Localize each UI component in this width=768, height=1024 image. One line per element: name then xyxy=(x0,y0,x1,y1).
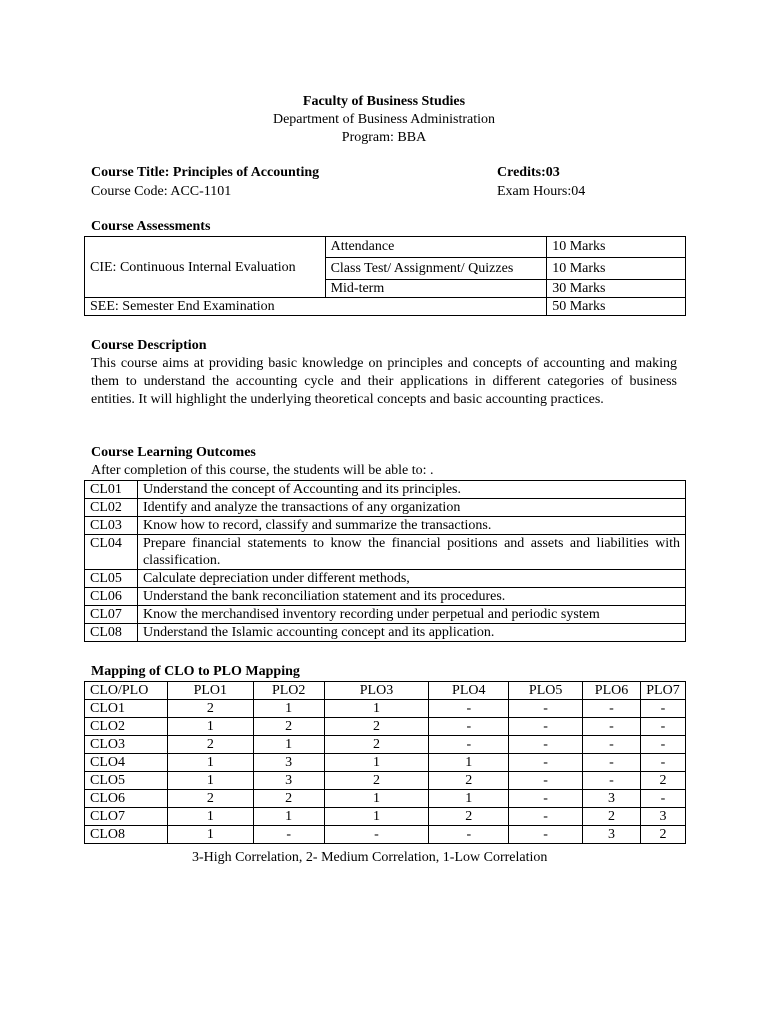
outcome-text: Prepare financial statements to know the financial positions and assets and liabilities with classification. xyxy=(137,535,685,570)
mapping-cell: CLO8 xyxy=(85,826,168,844)
outcome-code: CL03 xyxy=(85,517,138,535)
mapping-cell: 1 xyxy=(167,808,253,826)
mapping-cell: - xyxy=(583,718,641,736)
mapping-cell: CLO3 xyxy=(85,736,168,754)
table-row xyxy=(85,606,686,624)
table-row xyxy=(85,298,686,316)
table-row xyxy=(85,624,686,642)
mapping-cell: 2 xyxy=(167,736,253,754)
program-title: Program: BBA xyxy=(341,130,427,145)
outcome-text: Identify and analyze the transactions of any organization xyxy=(137,499,685,517)
see-label: SEE: Semester End Examination xyxy=(85,298,547,316)
mapping-cell: - xyxy=(583,736,641,754)
course-title: Course Title: Principles of Accounting xyxy=(91,165,320,180)
mapping-cell: - xyxy=(640,754,685,772)
mapping-cell: 2 xyxy=(324,736,429,754)
mapping-cell: - xyxy=(509,754,583,772)
mapping-cell: 1 xyxy=(167,826,253,844)
mapping-cell: - xyxy=(509,790,583,808)
outcome-code: CL07 xyxy=(85,606,138,624)
mapping-cell: 1 xyxy=(253,736,324,754)
mapping-cell: - xyxy=(509,700,583,718)
outcomes-heading: Course Learning Outcomes xyxy=(91,445,256,460)
cie-item-name: Attendance xyxy=(325,237,547,258)
mapping-header: PLO3 xyxy=(324,682,429,700)
department-title: Department of Business Administration xyxy=(272,112,496,127)
mapping-heading: Mapping of CLO to PLO Mapping xyxy=(91,664,300,679)
table-row xyxy=(85,700,686,718)
mapping-cell: 2 xyxy=(167,700,253,718)
table-row xyxy=(85,588,686,606)
table-row xyxy=(85,826,686,844)
outcome-code: CL08 xyxy=(85,624,138,642)
mapping-cell: 3 xyxy=(253,754,324,772)
mapping-header: PLO7 xyxy=(640,682,685,700)
mapping-cell: 1 xyxy=(167,772,253,790)
table-row xyxy=(85,481,686,499)
cie-item-marks: 30 Marks xyxy=(547,280,686,298)
assessments-heading: Course Assessments xyxy=(91,219,211,234)
mapping-cell: 2 xyxy=(167,790,253,808)
table-row xyxy=(85,535,686,570)
mapping-cell: - xyxy=(509,808,583,826)
cie-label: CIE: Continuous Internal Evaluation xyxy=(85,237,326,298)
mapping-cell: - xyxy=(640,718,685,736)
table-row xyxy=(85,736,686,754)
mapping-cell: 1 xyxy=(167,754,253,772)
outcome-text: Understand the Islamic accounting concept and its application. xyxy=(137,624,685,642)
cie-item-marks: 10 Marks xyxy=(547,258,686,280)
table-row xyxy=(85,499,686,517)
mapping-cell: 1 xyxy=(324,808,429,826)
outcomes-table xyxy=(84,480,686,642)
description-heading: Course Description xyxy=(91,338,207,353)
mapping-cell: CLO4 xyxy=(85,754,168,772)
outcome-code: CL04 xyxy=(85,535,138,570)
outcomes-intro: After completion of this course, the students will be able to: . xyxy=(91,463,434,478)
mapping-cell: 3 xyxy=(253,772,324,790)
mapping-cell: - xyxy=(509,826,583,844)
mapping-legend: 3-High Correlation, 2- Medium Correlation, 1-Low Correlation xyxy=(192,850,548,865)
mapping-cell: 1 xyxy=(324,754,429,772)
mapping-cell: 1 xyxy=(429,754,509,772)
mapping-cell: 3 xyxy=(640,808,685,826)
mapping-cell: 3 xyxy=(583,790,641,808)
faculty-title: Faculty of Business Studies xyxy=(302,94,466,109)
mapping-cell: 2 xyxy=(324,718,429,736)
mapping-cell: - xyxy=(429,736,509,754)
mapping-cell: - xyxy=(509,772,583,790)
outcome-text: Understand the concept of Accounting and its principles. xyxy=(137,481,685,499)
mapping-cell: CLO2 xyxy=(85,718,168,736)
mapping-cell: 3 xyxy=(583,826,641,844)
mapping-cell: - xyxy=(640,736,685,754)
mapping-header: PLO2 xyxy=(253,682,324,700)
table-row xyxy=(85,237,686,258)
outcome-text: Understand the bank reconciliation statement and its procedures. xyxy=(137,588,685,606)
table-row xyxy=(85,517,686,535)
mapping-cell: CLO6 xyxy=(85,790,168,808)
mapping-cell: 2 xyxy=(429,772,509,790)
mapping-cell: 2 xyxy=(640,772,685,790)
mapping-header: CLO/PLO xyxy=(85,682,168,700)
mapping-header-row xyxy=(85,682,686,700)
outcome-code: CL05 xyxy=(85,570,138,588)
mapping-cell: - xyxy=(640,700,685,718)
mapping-header: PLO1 xyxy=(167,682,253,700)
assessments-table xyxy=(84,236,686,316)
table-row xyxy=(85,772,686,790)
mapping-cell: 2 xyxy=(429,808,509,826)
mapping-cell: 2 xyxy=(253,790,324,808)
mapping-cell: - xyxy=(509,718,583,736)
outcome-code: CL06 xyxy=(85,588,138,606)
cie-item-name: Mid-term xyxy=(325,280,547,298)
mapping-cell: 1 xyxy=(253,808,324,826)
mapping-cell: - xyxy=(583,772,641,790)
outcome-text: Know how to record, classify and summarize the transactions. xyxy=(137,517,685,535)
outcome-text: Know the merchandised inventory recording under perpetual and periodic system xyxy=(137,606,685,624)
mapping-cell: - xyxy=(429,718,509,736)
exam-hours: Exam Hours:04 xyxy=(497,184,586,199)
mapping-cell: 2 xyxy=(583,808,641,826)
outcome-code: CL01 xyxy=(85,481,138,499)
mapping-header: PLO4 xyxy=(429,682,509,700)
course-code: Course Code: ACC-1101 xyxy=(91,184,232,199)
mapping-cell: - xyxy=(583,754,641,772)
mapping-cell: CLO5 xyxy=(85,772,168,790)
mapping-header: PLO6 xyxy=(583,682,641,700)
see-marks: 50 Marks xyxy=(547,298,686,316)
table-row xyxy=(85,718,686,736)
mapping-cell: 2 xyxy=(640,826,685,844)
outcome-text: Calculate depreciation under different methods, xyxy=(137,570,685,588)
mapping-cell: 2 xyxy=(324,772,429,790)
mapping-cell: 1 xyxy=(253,700,324,718)
table-row xyxy=(85,790,686,808)
mapping-cell: 1 xyxy=(324,700,429,718)
table-row xyxy=(85,808,686,826)
description-text: This course aims at providing basic knowledge on principles and concepts of accounting and making them to understand the accounting cycle and their applications in different categories of business entities. It will highlight the underlying theoretical concepts and basic accounting practices. xyxy=(91,356,677,407)
mapping-cell: - xyxy=(640,790,685,808)
table-row xyxy=(85,570,686,588)
cie-item-marks: 10 Marks xyxy=(547,237,686,258)
mapping-cell: - xyxy=(583,700,641,718)
mapping-cell: - xyxy=(429,700,509,718)
mapping-cell: 2 xyxy=(253,718,324,736)
mapping-cell: 1 xyxy=(167,718,253,736)
mapping-cell: 1 xyxy=(324,790,429,808)
mapping-cell: - xyxy=(324,826,429,844)
mapping-cell: CLO7 xyxy=(85,808,168,826)
mapping-cell: - xyxy=(429,826,509,844)
mapping-cell: CLO1 xyxy=(85,700,168,718)
mapping-header: PLO5 xyxy=(509,682,583,700)
cie-item-name: Class Test/ Assignment/ Quizzes xyxy=(325,258,547,280)
mapping-table xyxy=(84,681,686,844)
outcome-code: CL02 xyxy=(85,499,138,517)
table-row xyxy=(85,754,686,772)
mapping-cell: - xyxy=(509,736,583,754)
mapping-cell: 1 xyxy=(429,790,509,808)
course-credits: Credits:03 xyxy=(497,165,560,180)
mapping-cell: - xyxy=(253,826,324,844)
